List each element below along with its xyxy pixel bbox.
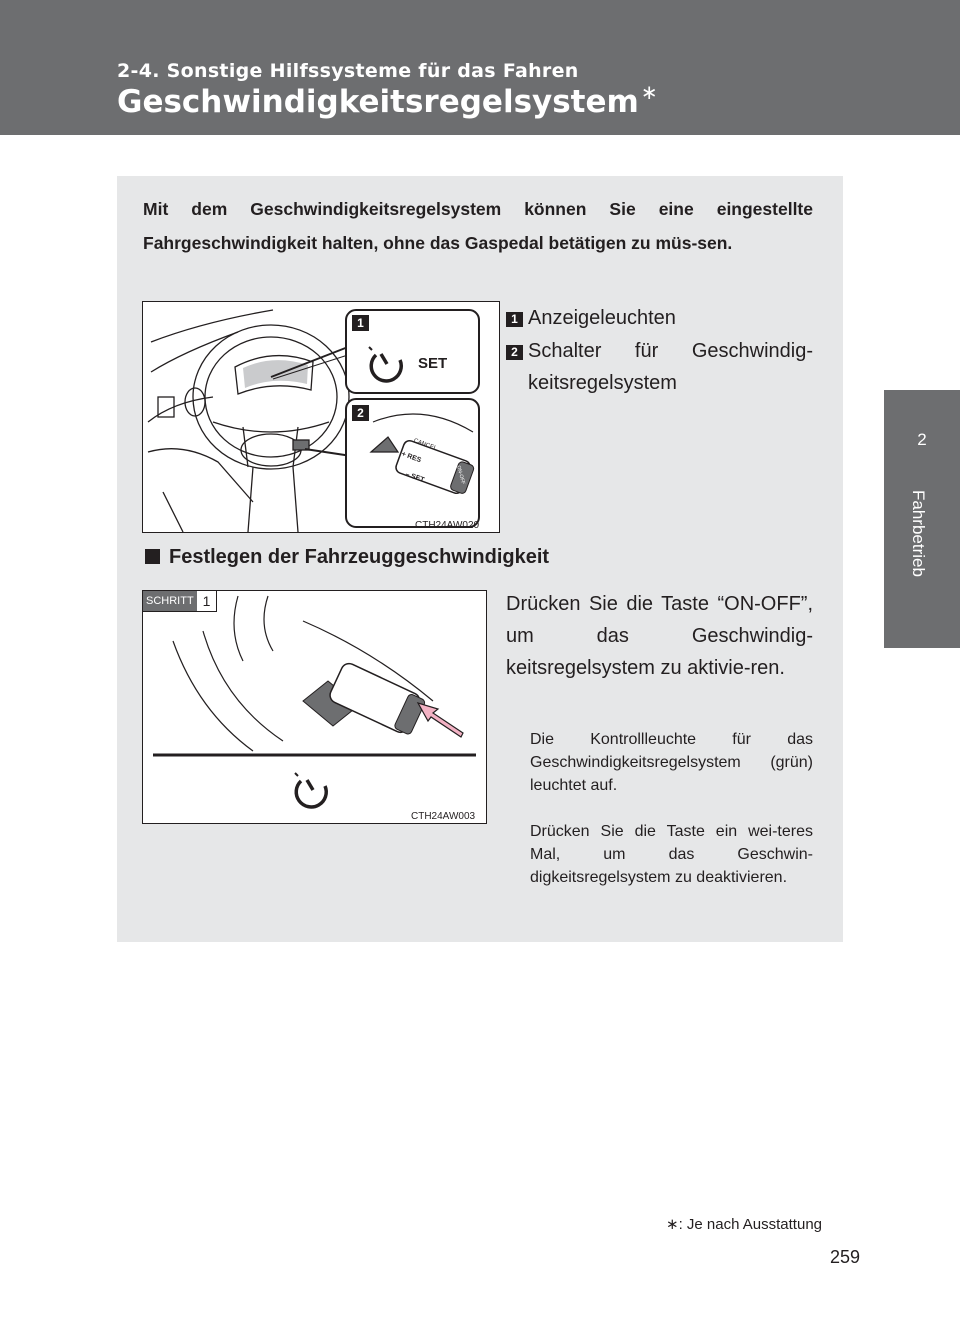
lever-label-set: – SET: [404, 470, 426, 485]
note-deactivate: Drücken Sie die Taste ein wei-teres Mal, um das Geschwin-digkeitsregelsystem zu deaktivieren.: [530, 823, 813, 886]
chapter-number: 2: [917, 430, 927, 449]
content-panel: [117, 176, 843, 942]
legend-badge-1: 1: [506, 312, 523, 327]
figure1-code: CTH24AW020: [415, 520, 480, 531]
footnote: ∗: Je nach Ausstattung: [666, 1216, 822, 1233]
chapter-label: Fahrbetrieb: [909, 490, 928, 577]
lever-label-onoff: ON-OFF: [455, 464, 466, 486]
figure-dashboard: [142, 301, 500, 533]
section-heading-text: Festlegen der Fahrzeuggeschwindigkeit: [169, 546, 550, 568]
heading-square-icon: [145, 549, 160, 564]
page-number: 259: [830, 1247, 861, 1267]
lever-label-cancel: CANCEL: [412, 438, 438, 452]
step-label: SCHRITT: [143, 591, 197, 611]
legend-text-1: Anzeigeleuchten: [528, 307, 676, 329]
figure-legend: [505, 302, 813, 399]
dashboard-illustration: [143, 302, 501, 534]
callout2-badge: 2: [357, 406, 364, 420]
page-title: [117, 80, 658, 120]
legend-badge-2: 2: [506, 345, 523, 360]
title-asterisk: ∗: [640, 80, 658, 104]
figure-step1: [142, 590, 487, 824]
figure2-code: CTH24AW003: [411, 811, 476, 822]
section-heading: [145, 546, 549, 569]
page-title-text: Geschwindigkeitsregelsystem: [117, 84, 639, 120]
callout1-badge: 1: [357, 316, 364, 330]
step1-instruction: Drücken Sie die Taste “ON-OFF”, um das Geschwindig-keitsregelsystem zu aktivie-ren.: [506, 593, 813, 679]
legend-item-indicator: [505, 302, 813, 334]
chapter-header: [0, 0, 960, 135]
lever-label-res: + RES: [400, 450, 423, 465]
lever-illustration: [143, 591, 488, 825]
chapter-side-tab[interactable]: [884, 390, 960, 648]
section-title: 2-4. Sonstige Hilfssysteme für das Fahren: [117, 60, 579, 82]
note-indicator: Die Kontrollleuchte für das Geschwindigkeitsregelsystem (grün) leuchtet auf.: [530, 731, 813, 794]
legend-text-2: Schalter für Geschwindig-keitsregelsystem: [528, 340, 813, 394]
step-number: 1: [202, 593, 211, 609]
set-indicator-label: SET: [418, 355, 448, 372]
intro-text: Mit dem Geschwindigkeitsregelsystem können Sie eine eingestellte Fahrgeschwindigkeit halten, ohne das Gaspedal betätigen zu müs-sen.: [143, 199, 813, 253]
step-badge: [142, 590, 217, 612]
legend-item-switch: [505, 335, 813, 399]
